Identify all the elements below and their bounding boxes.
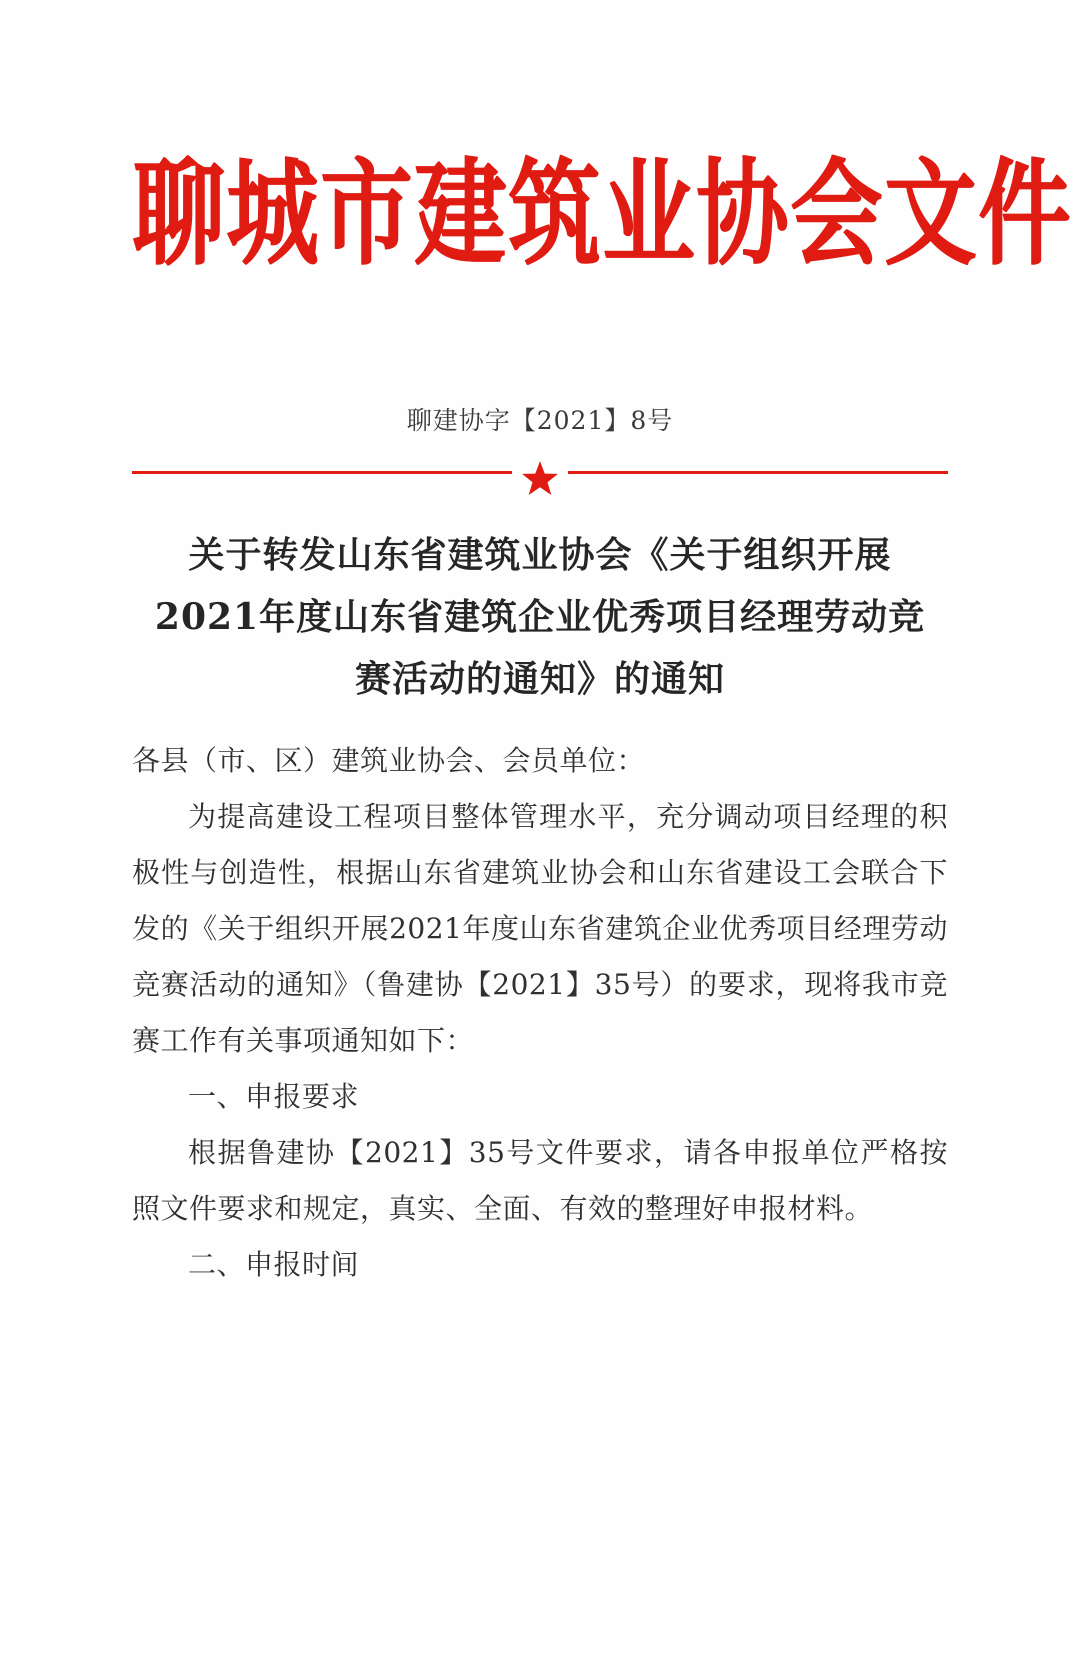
- red-separator: [132, 459, 948, 499]
- section-heading-1: 一、申报要求: [188, 1080, 360, 1114]
- paragraph-1: 为提高建设工程项目整体管理水平，充分调动项目经理的积极性与创造性，根据山东省建筑业协会和山东省建设工会联合下发的《关于组织开展2021年度山东省建筑企业优秀项目经理劳动竞赛活动的通知》（鲁建协【2021】35号）的要求，现将我市竞赛工作有关事项通知如下：: [132, 800, 948, 1058]
- document-masthead-title: 聊城市建筑业协会文件: [132, 145, 1073, 281]
- document-body: [132, 733, 948, 1293]
- red-star-icon: [512, 451, 568, 507]
- document-number: 聊建协字【2021】8号: [406, 406, 674, 436]
- document-page: [0, 145, 1080, 1679]
- paragraph-2: 根据鲁建协【2021】35号文件要求，请各申报单位严格按照文件要求和规定，真实、全面、有效的整理好申报材料。: [132, 1136, 948, 1226]
- salutation: 各县（市、区）建筑业协会、会员单位：: [132, 744, 646, 778]
- page-title: 关于转发山东省建筑业协会《关于组织开展2021年度山东省建筑企业优秀项目经理劳动竞赛活动的通知》的通知: [154, 534, 926, 701]
- section-heading-2: 二、申报时间: [188, 1248, 360, 1282]
